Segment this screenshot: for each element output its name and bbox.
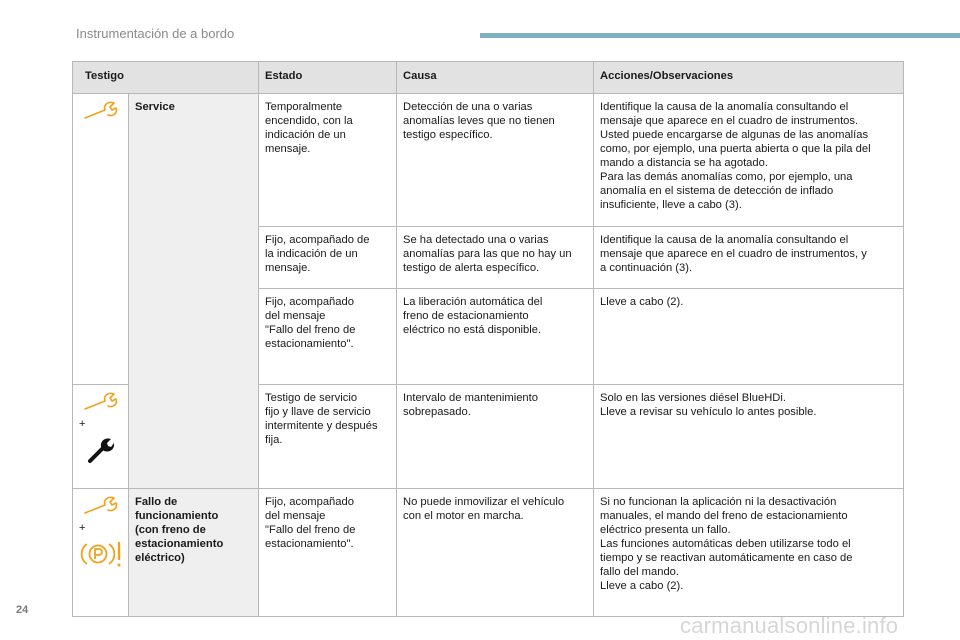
page-number: 24 [16, 604, 29, 616]
table-header-row [73, 62, 904, 94]
service-wrench-outline-icon [81, 100, 121, 122]
wrench-icon [86, 435, 116, 465]
estado-cell: Temporalmente encendido, con la indicación de un mensaje. [259, 94, 397, 227]
column-header-testigo: Testigo [73, 62, 259, 94]
service-icon-cell [73, 94, 129, 385]
service-wrench-outline-icon [81, 391, 121, 413]
service-label: Service [129, 94, 259, 489]
acciones-cell: Lleve a cabo (2). [594, 289, 904, 385]
column-header-acciones: Acciones/Observaciones [594, 62, 904, 94]
causa-cell: Detección de una o varias anomalías leves que no tienen testigo específico. [397, 94, 594, 227]
causa-cell: Intervalo de mantenimiento sobrepasado. [397, 385, 594, 489]
table-row [73, 489, 904, 617]
plus-sign: + [79, 418, 86, 430]
column-header-estado: Estado [259, 62, 397, 94]
causa-cell: No puede inmovilizar el vehículo con el motor en marcha. [397, 489, 594, 617]
plus-sign: + [79, 522, 86, 534]
causa-cell: La liberación automática del freno de estacionamiento eléctrico no está disponible. [397, 289, 594, 385]
acciones-cell: Si no funcionan la aplicación ni la desactivación manuales, el mando del freno de estacionamiento eléctrico presenta un fallo. Las funciones automáticas deben utilizarse todo el tiempo y se reactivan automáticamente en caso de fallo del mando. Lleve a cabo (2). [594, 489, 904, 617]
watermark: carmanualsonline.info [680, 613, 899, 638]
service-wrench-outline-icon [81, 495, 121, 517]
page-header-title: Instrumentación de a bordo [76, 26, 235, 41]
column-header-causa: Causa [397, 62, 594, 94]
acciones-cell: Solo en las versiones diésel BlueHDi. Lleve a revisar su vehículo lo antes posible. [594, 385, 904, 489]
header-accent-bar [480, 33, 960, 38]
causa-cell: Se ha detectado una o varias anomalías para las que no hay un testigo de alerta específico. [397, 227, 594, 289]
brake-icon-cell [73, 489, 129, 617]
estado-cell: Fijo, acompañado de la indicación de un mensaje. [259, 227, 397, 289]
acciones-cell: Identifique la causa de la anomalía consultando el mensaje que aparece en el cuadro de instrumentos, y a continuación (3). [594, 227, 904, 289]
parking-brake-fault-icon [79, 539, 125, 569]
table-row [73, 94, 904, 227]
estado-cell: Fijo, acompañado del mensaje "Fallo del freno de estacionamiento". [259, 489, 397, 617]
brake-fault-label: Fallo de funcionamiento (con freno de estacionamiento eléctrico) [129, 489, 259, 617]
estado-cell: Fijo, acompañado del mensaje "Fallo del freno de estacionamiento". [259, 289, 397, 385]
acciones-cell: Identifique la causa de la anomalía consultando el mensaje que aparece en el cuadro de instrumentos. Usted puede encargarse de algunas de las anomalías como, por ejemplo, una puerta abierta o que la pila del mando a distancia se ha agotado. Para las demás anomalías como, por ejemplo, una anomalía en el sistema de detección de inflado insuficiente, lleve a cabo (3). [594, 94, 904, 227]
service-key-icon-cell [73, 385, 129, 489]
estado-cell: Testigo de servicio fijo y llave de servicio intermitente y después fija. [259, 385, 397, 489]
warning-lights-table [72, 61, 904, 617]
